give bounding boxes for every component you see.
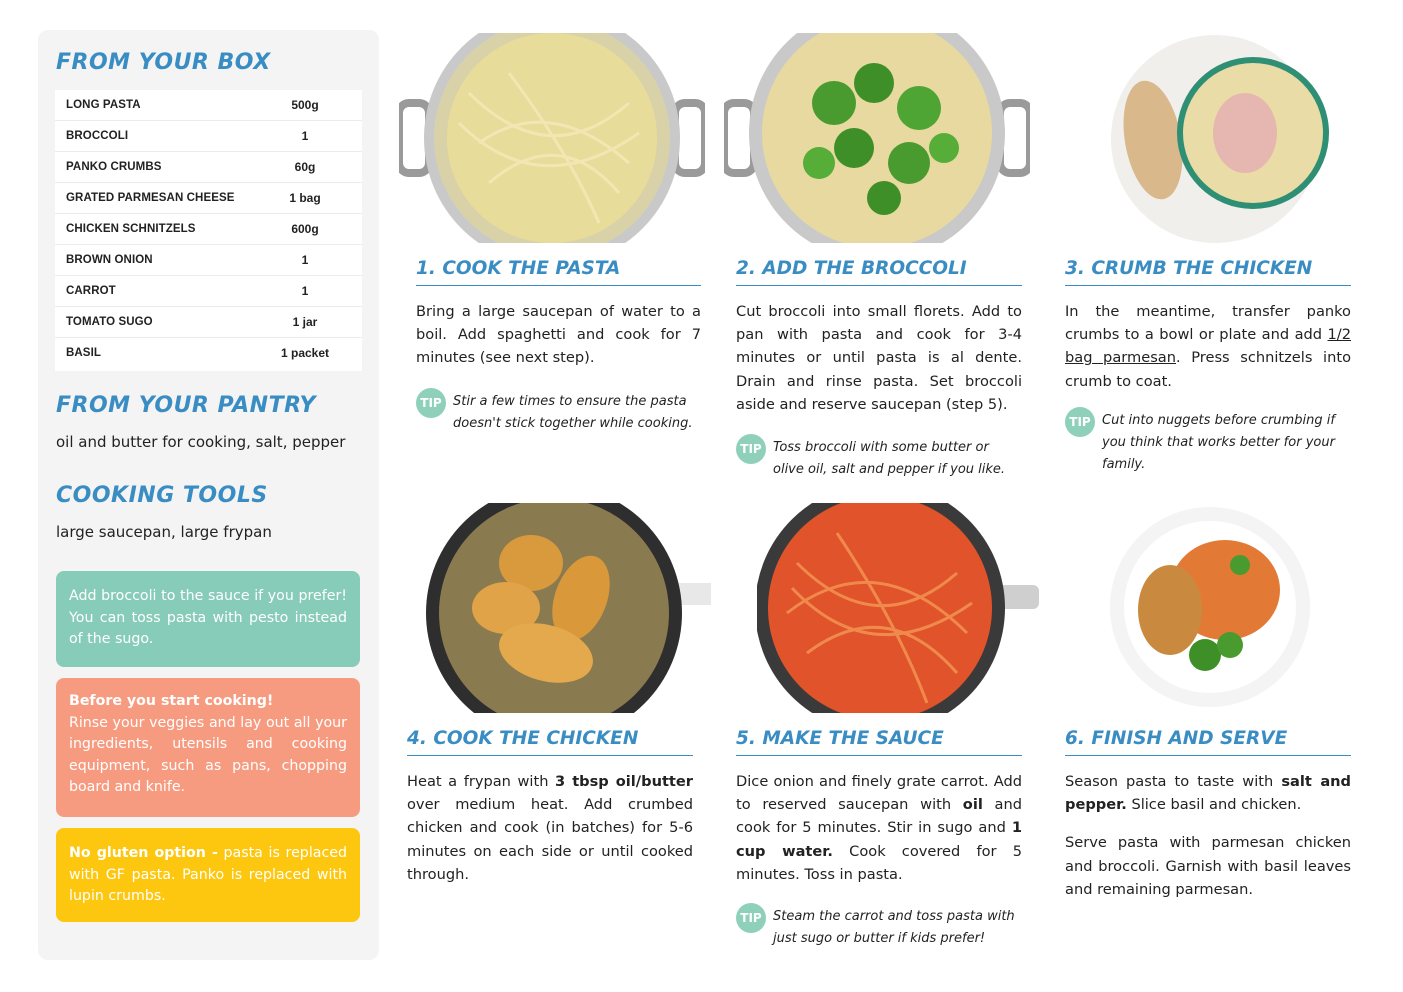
step-2-tip: [736, 434, 1022, 484]
tip-text: Cut into nuggets before crumbing if you think that works better for your family.: [1102, 413, 1335, 472]
ingredient-qty: 600g: [291, 222, 319, 236]
table-row: [55, 307, 362, 338]
ingredient-name: LONG PASTA: [66, 99, 141, 111]
crumb-chicken-image: [1105, 35, 1335, 243]
pantry-text: oil and butter for cooking, salt, pepper: [56, 433, 346, 451]
step-6-paragraph-2: Serve pasta with parmesan chicken and broccoli. Garnish with basil leaves and remaining parmesan.: [1065, 834, 1351, 898]
no-gluten-box: [56, 828, 360, 922]
table-row: [55, 214, 362, 245]
ingredient-name: TOMATO SUGO: [66, 316, 153, 328]
step-2-title: 2. ADD THE BROCCOLI: [736, 258, 1022, 286]
ingredient-qty: 1: [301, 253, 309, 267]
ingredient-name: BROCCOLI: [66, 130, 129, 142]
plate-serve-image: [1110, 505, 1310, 710]
table-row: [55, 183, 362, 214]
table-row: [55, 121, 362, 152]
step-6-paragraph-1: [1065, 770, 1351, 816]
step-1-title: 1. COOK THE PASTA: [416, 258, 701, 286]
ingredient-name: CARROT: [66, 285, 116, 297]
pan-sauce-image: [757, 503, 1039, 713]
table-row: [55, 338, 362, 369]
green-box-text: Add broccoli to the sauce if you prefer! You can toss pasta with pesto instead of the sugo.: [69, 588, 347, 648]
step-5-text-a: Dice onion and finely grate carrot. Add to reserved saucepan with: [736, 773, 1022, 814]
ingredient-qty: 500g: [291, 98, 319, 112]
frypan-chicken-image: [426, 503, 711, 713]
step-3-tip: [1065, 407, 1351, 479]
ingredient-qty: 1 bag: [289, 191, 321, 205]
cooking-tools-heading: COOKING TOOLS: [56, 483, 268, 508]
step-3-text-underline: 1/2 bag parmesan: [1065, 326, 1352, 367]
step-5-text-c: Cook covered for 5 minutes. Toss in pasta.: [736, 842, 1022, 883]
table-row: [55, 276, 362, 307]
step-1-tip: [416, 388, 701, 438]
pot-with-broccoli-image: [724, 33, 1030, 243]
ingredients-sidebar: [38, 30, 379, 960]
step-5-tip: [736, 903, 1022, 953]
tip-badge-icon: TIP: [736, 434, 766, 464]
table-row: [55, 90, 362, 121]
step-6-text-a: Season pasta to taste with: [1065, 773, 1274, 790]
table-row: [55, 152, 362, 183]
step-6-text-b: Slice basil and chicken.: [1131, 796, 1302, 814]
ingredients-table: [55, 90, 362, 371]
step-4-text-bold: 3 tbsp oil/butter: [555, 773, 694, 790]
before-cooking-heading: Before you start cooking!: [69, 693, 274, 709]
step-2-body: Cut broccoli into small florets. Add to pan with pasta and cook for 3-4 minutes or until pasta is al dente. Drain and rinse pasta. Set broccoli aside and reserve saucepan (step 5).: [736, 303, 1022, 413]
step-3-text-a: In the meantime, transfer panko crumbs to a bowl or plate and add: [1065, 303, 1351, 344]
green-tip-box: [56, 571, 360, 667]
tip-badge-icon: TIP: [1065, 407, 1095, 437]
table-row: [55, 245, 362, 276]
step-4-text-b: over medium heat. Add crumbed chicken and cook (in batches) for 5-6 minutes on each side or until cooked through.: [407, 796, 693, 883]
tools-text: large saucepan, large frypan: [56, 523, 272, 541]
step-6-title: 6. FINISH AND SERVE: [1065, 728, 1351, 756]
ingredient-qty: 1 jar: [292, 315, 318, 329]
no-gluten-text: pasta is replaced with GF pasta. Panko is replaced with lupin crumbs.: [69, 845, 347, 905]
step-3-text-b: . Press schnitzels into crumb to coat.: [1065, 349, 1351, 390]
step-4-text-a: Heat a frypan with: [407, 773, 549, 790]
ingredient-name: GRATED PARMESAN CHEESE: [66, 192, 235, 204]
tip-badge-icon: TIP: [416, 388, 446, 418]
tip-text: Steam the carrot and toss pasta with just sugo or butter if kids prefer!: [773, 909, 1015, 946]
step-6-body: [1065, 770, 1351, 901]
ingredient-name: BASIL: [66, 347, 101, 359]
step-5-body: [736, 770, 1022, 886]
step-3-title: 3. CRUMB THE CHICKEN: [1065, 258, 1351, 286]
tip-text: Toss broccoli with some butter or olive oil, salt and pepper if you like.: [773, 440, 1006, 477]
step-5-text-bold-2: 1 cup water.: [736, 819, 1022, 860]
step-6-text-bold: salt and pepper.: [1065, 773, 1352, 814]
before-cooking-text: Rinse your veggies and lay out all your ingredients, utensils and cooking equipment, such as pans, chopping board and knife.: [69, 714, 347, 796]
ingredient-qty: 60g: [294, 160, 316, 174]
step-5-text-bold-1: oil: [962, 796, 983, 814]
tip-badge-icon: TIP: [736, 903, 766, 933]
before-cooking-box: [56, 678, 360, 817]
ingredient-name: CHICKEN SCHNITZELS: [66, 223, 196, 235]
ingredient-qty: 1: [301, 284, 309, 298]
from-your-box-heading: FROM YOUR BOX: [56, 50, 271, 75]
from-your-pantry-heading: FROM YOUR PANTRY: [56, 393, 316, 418]
step-1-body: Bring a large saucepan of water to a boil. Add spaghetti and cook for 7 minutes (see next step).: [416, 303, 701, 367]
no-gluten-heading: No gluten option -: [69, 845, 218, 861]
ingredient-qty: 1: [301, 129, 309, 143]
tip-text: Stir a few times to ensure the pasta doesn't stick together while cooking.: [453, 394, 693, 431]
step-3-body: [1065, 300, 1351, 393]
ingredient-name: PANKO CRUMBS: [66, 161, 162, 173]
ingredient-qty: 1 packet: [280, 346, 330, 360]
step-4-body: [407, 770, 693, 886]
pot-of-spaghetti-image: [399, 33, 705, 243]
step-5-text-b: and cook for 5 minutes. Stir in sugo and: [736, 796, 1022, 837]
ingredient-name: BROWN ONION: [66, 254, 153, 266]
step-5-title: 5. MAKE THE SAUCE: [736, 728, 1022, 756]
step-4-title: 4. COOK THE CHICKEN: [407, 728, 693, 756]
